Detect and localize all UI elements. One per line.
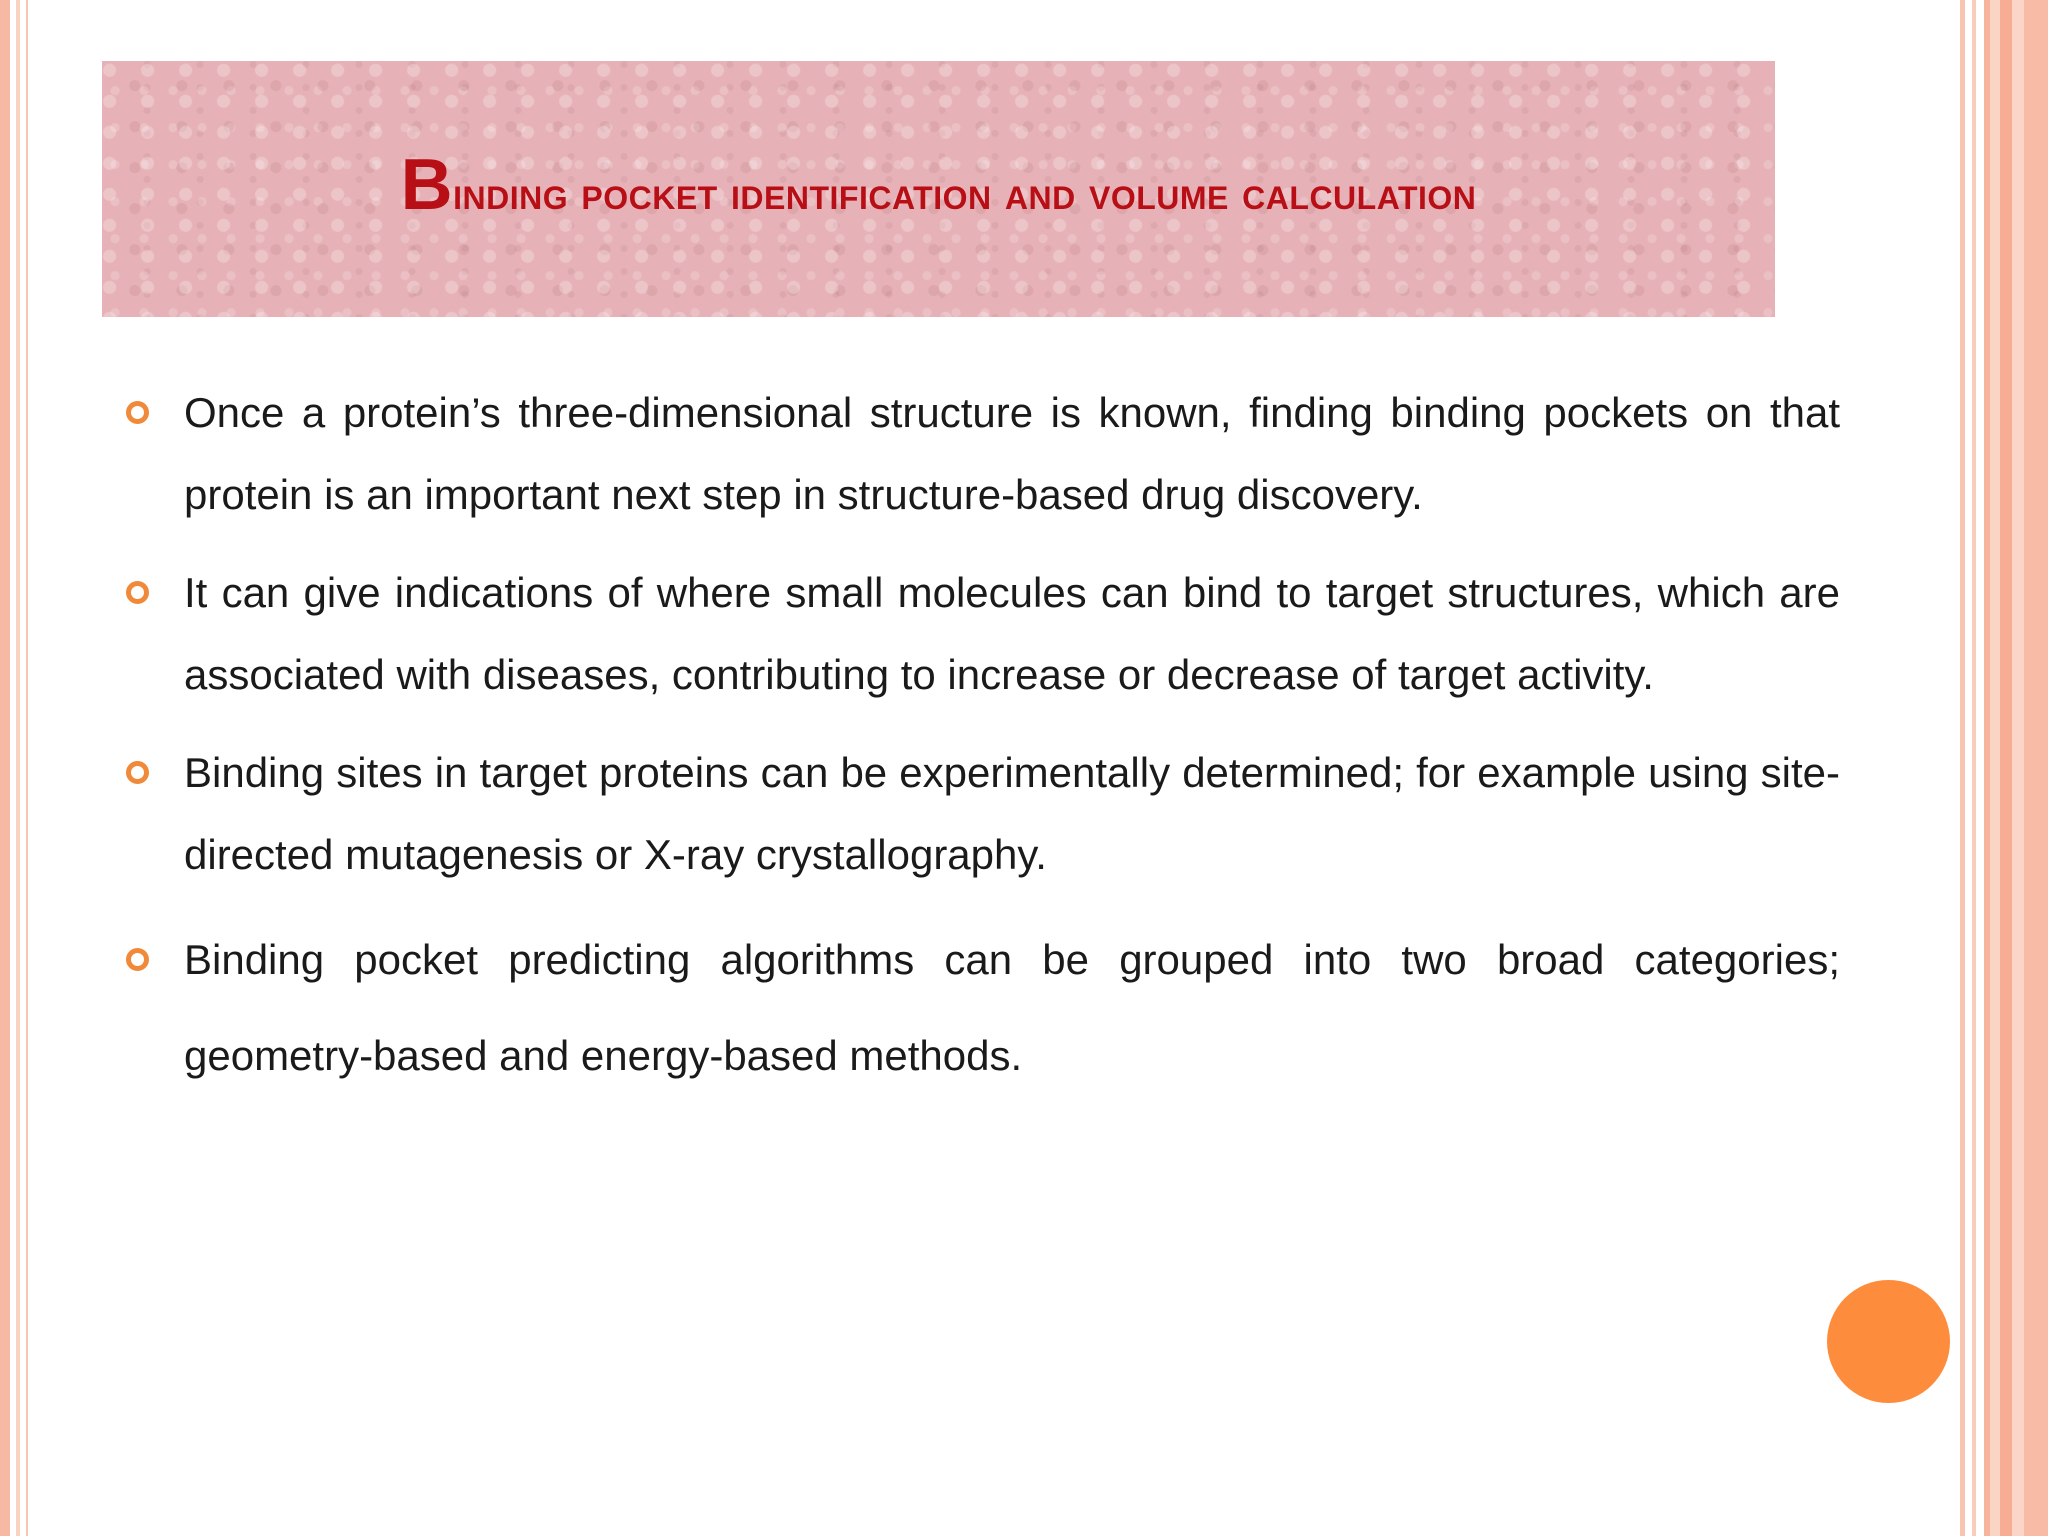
- title-text: inding pocket identification and volume calculation: [453, 167, 1477, 219]
- left-border-stripe: [16, 0, 20, 1536]
- left-border-stripe: [26, 0, 28, 1536]
- right-border-stripe: [1960, 0, 1965, 1536]
- bullet-text: It can give indications of where small molecules can bind to target structures, which are associated with diseases, contributing to increase or decrease of target activity.: [184, 569, 1840, 698]
- bullet-list: [120, 372, 1840, 1120]
- bullet-text: Once a protein’s three-dimensional structure is known, finding binding pockets on that protein is an important next step in structure-based drug discovery.: [184, 389, 1840, 518]
- list-item: [120, 732, 1840, 896]
- title-banner: [102, 61, 1775, 317]
- bullet-text: Binding pocket predicting algorithms can be grouped into two broad categories; geometry-based and energy-based methods.: [184, 936, 1840, 1079]
- list-item: [120, 912, 1840, 1104]
- hollow-circle-bullet-icon: [126, 581, 149, 604]
- hollow-circle-bullet-icon: [126, 401, 149, 424]
- left-border-stripe: [0, 0, 10, 1536]
- hollow-circle-bullet-icon: [126, 761, 149, 784]
- right-border-stripes: [1984, 0, 2048, 1536]
- slide-title: [139, 136, 1739, 242]
- list-item: [120, 372, 1840, 536]
- hollow-circle-bullet-icon: [126, 948, 149, 971]
- title-first-letter: B: [400, 145, 454, 225]
- list-item: [120, 552, 1840, 716]
- bullet-text: Binding sites in target proteins can be experimentally determined; for example using site-directed mutagenesis or X-ray crystallography.: [184, 749, 1840, 878]
- orange-circle-decoration-icon: [1827, 1280, 1950, 1403]
- right-border-stripe: [1972, 0, 1976, 1536]
